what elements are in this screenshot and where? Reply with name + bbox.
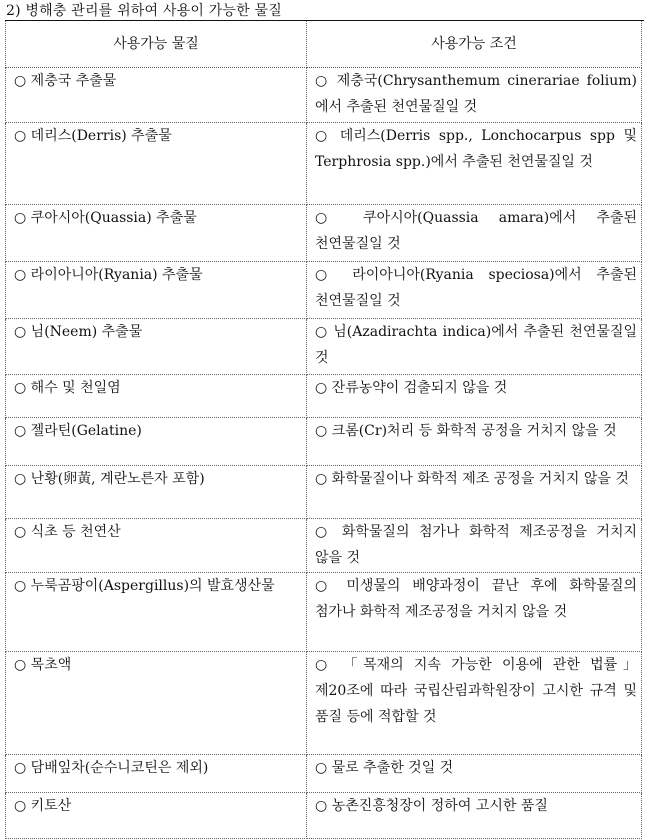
condition-cell: ○ 라이아니아(Ryania speciosa)에서 추출된 천연물질일 것 (307, 262, 642, 319)
table-row (6, 375, 642, 418)
condition-cell: ○ 물로 추출한 것일 것 (307, 755, 642, 793)
condition-cell: ○ 쿠아시아(Quassia amara)에서 추출된 천연물질일 것 (307, 205, 642, 262)
material-cell: ○ 담배잎차(순수니코틴은 제외) (6, 755, 307, 793)
table-row (6, 418, 642, 466)
material-cell: ○ 키토산 (6, 793, 307, 839)
table-row (6, 123, 642, 205)
condition-cell: ○ 화학물질의 첨가나 화학적 제조공정을 거치지 않을 것 (307, 519, 642, 573)
material-cell: ○ 라이아니아(Ryania) 추출물 (6, 262, 307, 319)
table-row (6, 205, 642, 262)
material-cell: ○ 쿠아시아(Quassia) 추출물 (6, 205, 307, 262)
table-row (6, 652, 642, 755)
table-row (6, 466, 642, 519)
condition-cell: ○ 데리스(Derris spp., Lonchocarpus spp 및 Terphrosia spp.)에서 추출된 천연물질일 것 (307, 123, 642, 205)
condition-cell: ○ 크롬(Cr)처리 등 화학적 공정을 거치지 않을 것 (307, 418, 642, 466)
header-condition: 사용가능 조건 (307, 21, 642, 68)
material-cell: ○ 님(Neem) 추출물 (6, 319, 307, 375)
table-row (6, 519, 642, 573)
condition-cell: ○ 화학물질이나 화학적 제조 공정을 거치지 않을 것 (307, 466, 642, 519)
condition-cell: ○ 제충국(Chrysanthemum cinerariae folium)에서 추출된 천연물질일 것 (307, 68, 642, 123)
condition-cell: ○ 「목재의 지속 가능한 이용에 관한 법률」 제20조에 따라 국립산림과학원장이 고시한 규격 및 품질 등에 적합할 것 (307, 652, 642, 755)
table-row (6, 319, 642, 375)
table-row (6, 262, 642, 319)
material-cell: ○ 해수 및 천일염 (6, 375, 307, 418)
material-cell: ○ 데리스(Derris) 추출물 (6, 123, 307, 205)
condition-cell: ○ 농촌진흥청장이 정하여 고시한 품질 (307, 793, 642, 839)
table-row (6, 573, 642, 652)
section-heading: 2) 병해충 관리를 위하여 사용이 가능한 물질 (6, 3, 282, 19)
material-cell: ○ 제충국 추출물 (6, 68, 307, 123)
materials-table (5, 21, 642, 839)
material-cell: ○ 젤라틴(Gelatine) (6, 418, 307, 466)
table-header-row (6, 21, 642, 68)
material-cell: ○ 식초 등 천연산 (6, 519, 307, 573)
condition-cell: ○ 미생물의 배양과정이 끝난 후에 화학물질의 첨가나 화학적 제조공정을 거치지 않을 것 (307, 573, 642, 652)
condition-cell: ○ 님(Azadirachta indica)에서 추출된 천연물질일 것 (307, 319, 642, 375)
condition-cell: ○ 잔류농약이 검출되지 않을 것 (307, 375, 642, 418)
table-row (6, 793, 642, 839)
table-row (6, 755, 642, 793)
material-cell: ○ 누룩곰팡이(Aspergillus)의 발효생산물 (6, 573, 307, 652)
header-material: 사용가능 물질 (6, 21, 307, 68)
material-cell: ○ 목초액 (6, 652, 307, 755)
material-cell: ○ 난황(卵黃, 계란노른자 포함) (6, 466, 307, 519)
table-row (6, 68, 642, 123)
